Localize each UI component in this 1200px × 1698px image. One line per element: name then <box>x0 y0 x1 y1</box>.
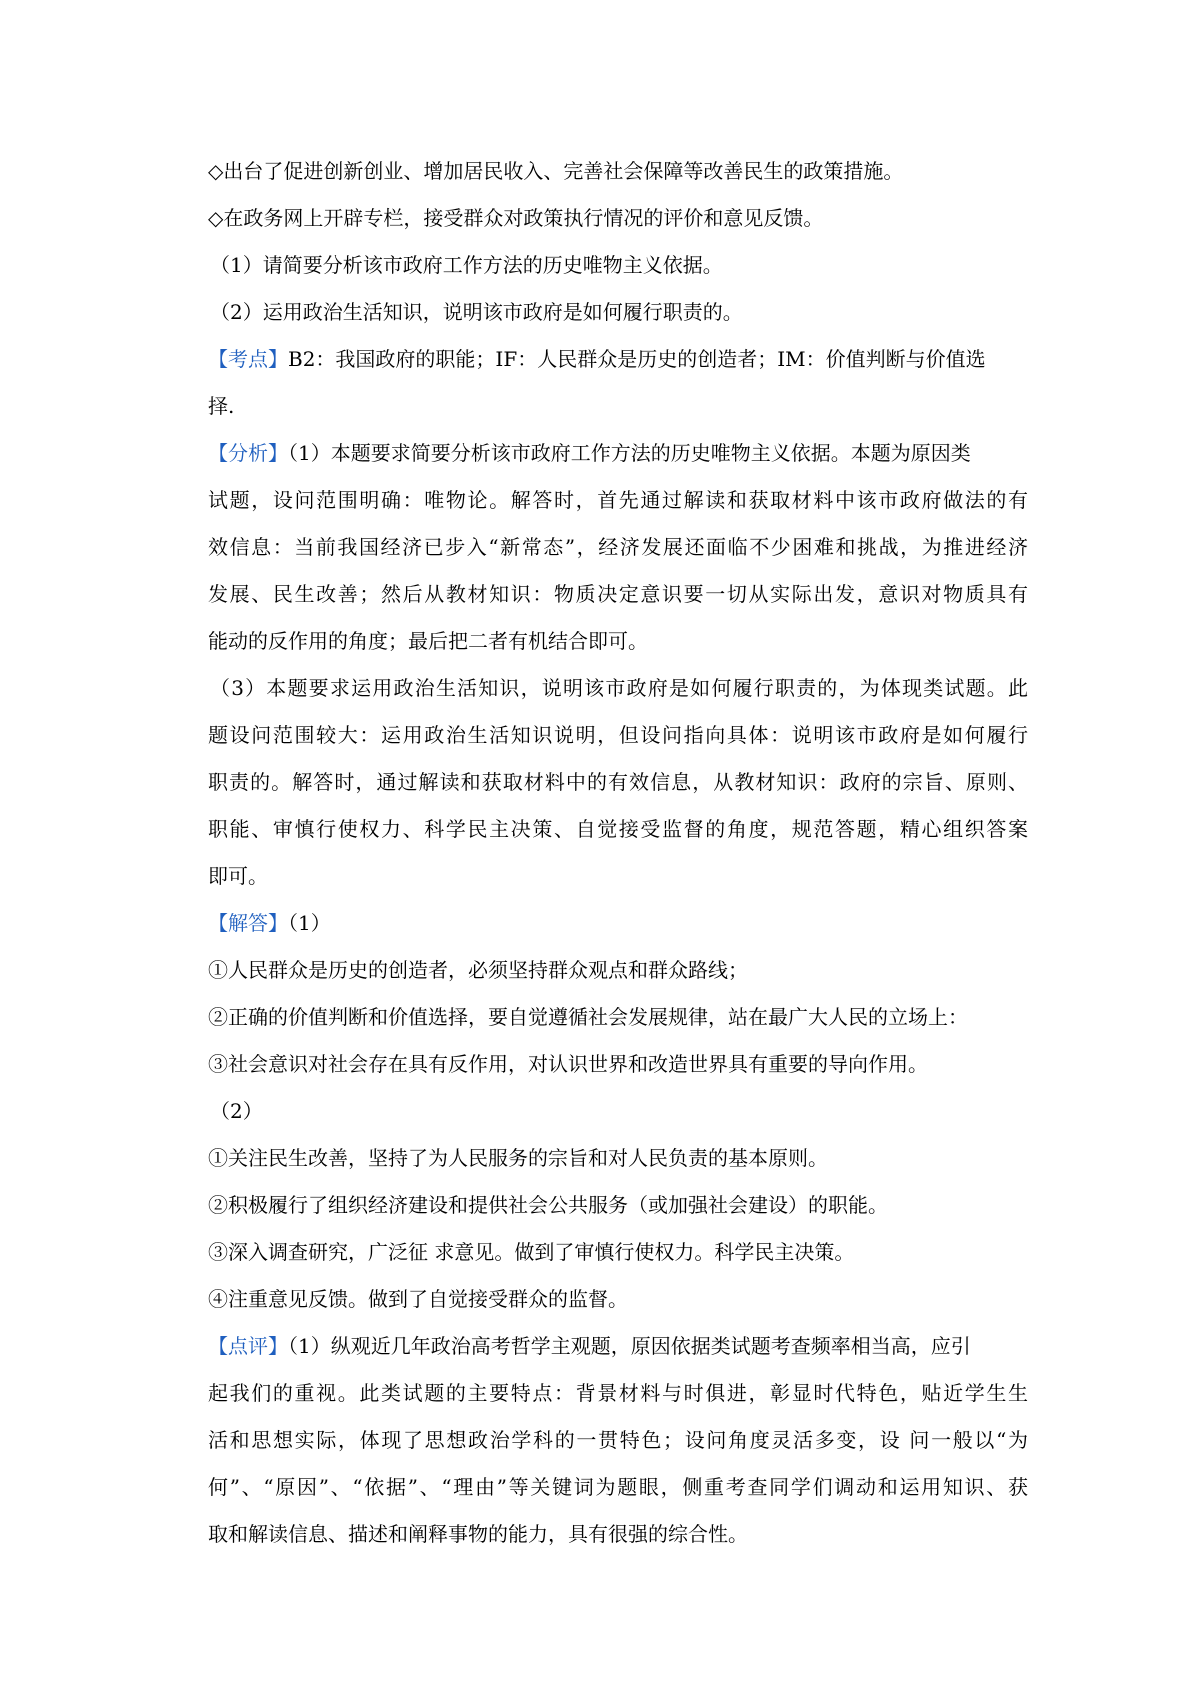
dianping-line-1 <box>208 1323 1028 1370</box>
jieda-part1-label: （1） <box>288 911 331 935</box>
kaodian-tag: 【考点】 <box>208 347 288 371</box>
fenxi-part3-line: 职能、审慎行使权力、科学民主决策、自觉接受监督的角度，规范答题，精心组织答案 <box>208 817 1028 841</box>
fenxi-part3-line: 题设问范围较大：运用政治生活知识说明，但设问指向具体：说明该市政府是如何履行 <box>208 723 1028 747</box>
jieda-answer-item: ③深入调查研究，广泛征 求意见。做到了审慎行使权力。科学民主决策。 <box>208 1240 855 1264</box>
fenxi-line-1 <box>208 430 1028 477</box>
fenxi-line: 效信息：当前我国经济已步入“新常态”，经济发展还面临不少困难和挑战，为推进经济 <box>208 535 1028 559</box>
fenxi-line: 发展、民生改善；然后从教材知识：物质决定意识要一切从实际出发，意识对物质具有 <box>208 582 1028 606</box>
kaodian-line-2: 择. <box>208 394 235 418</box>
fenxi-part3-line: （3）本题要求运用政治生活知识，说明该市政府是如何履行职责的，为体现类试题。此 <box>210 676 1028 700</box>
jieda-line-1 <box>208 900 1028 947</box>
fenxi-line: 试题，设问范围明确：唯物论。解答时，首先通过解读和获取材料中该市政府做法的有 <box>208 488 1028 512</box>
dianping-line: 活和思想实际，体现了思想政治学科的一贯特色；设问角度灵活多变，设 问一般以“为 <box>208 1428 1028 1452</box>
material-item-1: ◇出台了促进创新创业、增加居民收入、完善社会保障等改善民生的政策措施。 <box>208 159 904 183</box>
dianping-text: （1）纵观近几年政治高考哲学主观题，原因依据类试题考查频率相当高，应引 <box>288 1334 971 1358</box>
dianping-line: 取和解读信息、描述和阐释事物的能力，具有很强的综合性。 <box>208 1522 748 1546</box>
fenxi-part3-line: 即可。 <box>208 864 268 888</box>
jieda-answer-item: ①人民群众是历史的创造者，必须坚持群众观点和群众路线； <box>208 958 748 982</box>
fenxi-line: 能动的反作用的角度；最后把二者有机结合即可。 <box>208 629 648 653</box>
dianping-line: 起我们的重视。此类试题的主要特点：背景材料与时俱进，彰显时代特色，贴近学生生 <box>208 1381 1028 1405</box>
jieda-tag: 【解答】 <box>208 911 288 935</box>
jieda-answer-item: ①关注民生改善，坚持了为人民服务的宗旨和对人民负责的基本原则。 <box>208 1146 828 1170</box>
dianping-tag: 【点评】 <box>208 1334 288 1358</box>
question-1: （1）请简要分析该市政府工作方法的历史唯物主义依据。 <box>210 253 723 277</box>
kaodian-text: B2：我国政府的职能；IF：人民群众是历史的创造者；IM：价值判断与价值选 <box>288 347 986 371</box>
jieda-answer-item: ②正确的价值判断和价值选择，要自觉遵循社会发展规律，站在最广大人民的立场上： <box>208 1005 968 1029</box>
jieda-part2-label: （2） <box>210 1099 263 1123</box>
material-item-2: ◇在政务网上开辟专栏，接受群众对政策执行情况的评价和意见反馈。 <box>208 206 824 230</box>
jieda-answer-item: ③社会意识对社会存在具有反作用，对认识世界和改造世界具有重要的导向作用。 <box>208 1052 928 1076</box>
fenxi-part3-line: 职责的。解答时，通过解读和获取材料中的有效信息，从教材知识：政府的宗旨、原则、 <box>208 770 1028 794</box>
dianping-line: 何”、“原因”、“依据”、“理由”等关键词为题眼，侧重考查同学们调动和运用知识、获 <box>208 1475 1028 1499</box>
jieda-answer-item: ②积极履行了组织经济建设和提供社会公共服务（或加强社会建设）的职能。 <box>208 1193 888 1217</box>
document-body <box>208 148 1028 1558</box>
fenxi-text: （1）本题要求简要分析该市政府工作方法的历史唯物主义依据。本题为原因类 <box>288 441 971 465</box>
question-2: （2）运用政治生活知识，说明该市政府是如何履行职责的。 <box>210 300 743 324</box>
kaodian-line-1 <box>208 336 1028 383</box>
jieda-answer-item: ④注重意见反馈。做到了自觉接受群众的监督。 <box>208 1287 628 1311</box>
fenxi-tag: 【分析】 <box>208 441 288 465</box>
